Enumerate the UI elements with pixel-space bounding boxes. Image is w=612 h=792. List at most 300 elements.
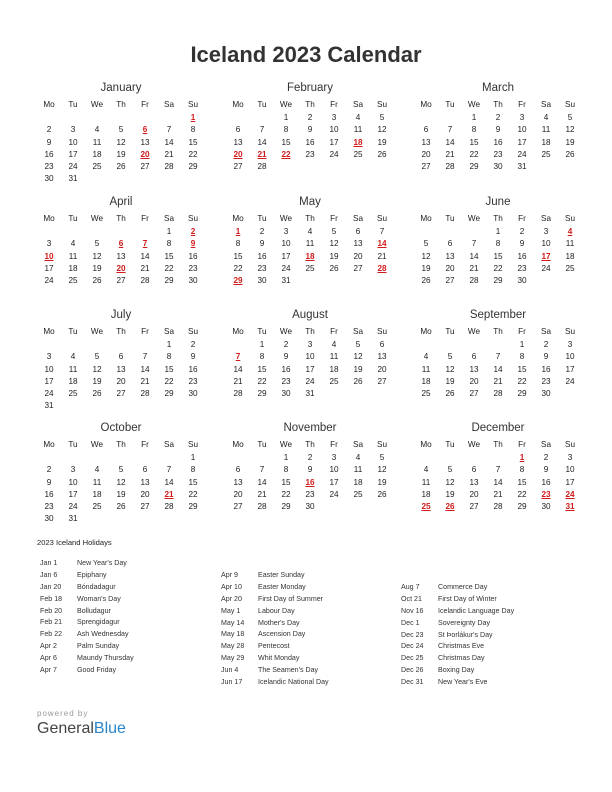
day-cell[interactable]: 12 [445, 364, 455, 374]
day-cell[interactable]: 19 [421, 263, 431, 273]
day-cell[interactable]: 3 [331, 453, 337, 462]
day-cell[interactable]: 14 [140, 251, 150, 261]
day-cell[interactable]: 8 [166, 352, 172, 362]
day-cell[interactable]: 5 [423, 239, 429, 249]
day-cell[interactable]: 14 [493, 477, 503, 487]
day-cell[interactable]: 21 [493, 489, 503, 499]
day-cell[interactable]: 30 [257, 276, 267, 286]
day-cell[interactable]: 2 [519, 227, 525, 236]
day-cell[interactable]: 11 [68, 364, 78, 374]
day-cell[interactable]: 2 [46, 125, 52, 135]
day-cell[interactable]: 2 [543, 340, 549, 349]
day-cell[interactable]: 13 [233, 137, 243, 147]
day-cell[interactable]: 3 [283, 227, 289, 236]
day-cell[interactable]: 20 [421, 149, 431, 159]
day-cell[interactable]: 20 [469, 376, 479, 386]
day-cell[interactable]: 4 [94, 465, 100, 475]
day-cell[interactable]: 26 [565, 149, 575, 159]
day-cell[interactable]: 10 [565, 465, 575, 475]
day-cell[interactable]: 7 [471, 239, 477, 249]
day-cell[interactable]: 7 [259, 465, 265, 475]
day-cell[interactable]: 27 [233, 502, 243, 512]
day-cell[interactable]: 3 [70, 465, 76, 475]
day-cell[interactable]: 25 [541, 149, 551, 159]
day-cell[interactable]: 17 [68, 489, 78, 499]
day-cell[interactable]: 22 [517, 489, 527, 499]
day-cell[interactable]: 24 [44, 389, 54, 399]
day-cell[interactable]: 7 [166, 125, 172, 135]
day-cell[interactable]: 5 [355, 340, 361, 349]
day-cell[interactable]: 7 [495, 352, 501, 362]
day-cell[interactable]: 14 [164, 477, 174, 487]
day-cell[interactable]: 13 [140, 477, 150, 487]
day-cell[interactable]: 21 [493, 376, 503, 386]
day-cell[interactable]: 5 [118, 125, 124, 135]
day-cell[interactable]: 16 [517, 251, 527, 261]
day-cell[interactable]: 11 [68, 251, 78, 261]
day-cell[interactable]: 14 [140, 364, 150, 374]
day-cell[interactable]: 6 [142, 465, 148, 475]
day-cell[interactable]: 7 [447, 125, 453, 135]
day-cell[interactable]: 9 [46, 137, 52, 147]
day-cell[interactable]: 15 [469, 137, 479, 147]
day-cell[interactable]: 15 [257, 364, 267, 374]
day-cell[interactable]: 10 [68, 137, 78, 147]
holiday-day-cell[interactable]: 23 [541, 489, 551, 499]
day-cell[interactable]: 1 [283, 113, 289, 122]
day-cell[interactable]: 14 [257, 477, 267, 487]
day-cell[interactable]: 8 [471, 125, 477, 135]
day-cell[interactable]: 10 [68, 477, 78, 487]
day-cell[interactable]: 29 [517, 502, 527, 512]
day-cell[interactable]: 29 [469, 162, 479, 172]
holiday-day-cell[interactable]: 21 [164, 489, 174, 499]
day-cell[interactable]: 3 [307, 340, 313, 349]
day-cell[interactable]: 29 [164, 389, 174, 399]
day-cell[interactable]: 28 [164, 162, 174, 172]
day-cell[interactable]: 16 [281, 364, 291, 374]
day-cell[interactable]: 1 [259, 340, 265, 349]
day-cell[interactable]: 3 [567, 453, 573, 462]
day-cell[interactable]: 21 [164, 149, 174, 159]
day-cell[interactable]: 16 [541, 477, 551, 487]
day-cell[interactable]: 23 [188, 376, 198, 386]
day-cell[interactable]: 4 [70, 352, 76, 362]
day-cell[interactable]: 15 [493, 251, 503, 261]
day-cell[interactable]: 6 [447, 239, 453, 249]
day-cell[interactable]: 15 [233, 251, 243, 261]
day-cell[interactable]: 24 [281, 263, 291, 273]
day-cell[interactable]: 16 [44, 489, 54, 499]
day-cell[interactable]: 23 [541, 376, 551, 386]
day-cell[interactable]: 5 [118, 465, 124, 475]
day-cell[interactable]: 12 [92, 251, 102, 261]
day-cell[interactable]: 3 [46, 352, 52, 362]
day-cell[interactable]: 29 [493, 276, 503, 286]
day-cell[interactable]: 27 [377, 376, 387, 386]
day-cell[interactable]: 3 [70, 125, 76, 135]
day-cell[interactable]: 26 [445, 389, 455, 399]
day-cell[interactable]: 22 [281, 489, 291, 499]
day-cell[interactable]: 30 [44, 174, 54, 184]
day-cell[interactable]: 12 [329, 239, 339, 249]
day-cell[interactable]: 6 [355, 227, 361, 236]
day-cell[interactable]: 9 [307, 465, 313, 475]
day-cell[interactable]: 15 [517, 477, 527, 487]
day-cell[interactable]: 24 [329, 149, 339, 159]
day-cell[interactable]: 9 [543, 465, 549, 475]
holiday-day-cell[interactable]: 24 [565, 489, 575, 499]
holiday-day-cell[interactable]: 17 [541, 251, 551, 261]
day-cell[interactable]: 19 [116, 149, 126, 159]
day-cell[interactable]: 7 [166, 465, 172, 475]
day-cell[interactable]: 22 [164, 376, 174, 386]
day-cell[interactable]: 28 [140, 276, 150, 286]
day-cell[interactable]: 2 [543, 453, 549, 462]
holiday-day-cell[interactable]: 25 [421, 502, 431, 512]
day-cell[interactable]: 13 [377, 352, 387, 362]
day-cell[interactable]: 4 [423, 352, 429, 362]
day-cell[interactable]: 24 [565, 376, 575, 386]
day-cell[interactable]: 1 [495, 227, 501, 236]
day-cell[interactable]: 11 [565, 239, 575, 249]
day-cell[interactable]: 10 [329, 125, 339, 135]
day-cell[interactable]: 8 [166, 239, 172, 249]
day-cell[interactable]: 15 [164, 364, 174, 374]
day-cell[interactable]: 17 [68, 149, 78, 159]
day-cell[interactable]: 22 [517, 376, 527, 386]
day-cell[interactable]: 2 [283, 340, 289, 349]
day-cell[interactable]: 13 [445, 251, 455, 261]
day-cell[interactable]: 11 [305, 239, 315, 249]
day-cell[interactable]: 7 [379, 227, 385, 236]
day-cell[interactable]: 27 [140, 162, 150, 172]
day-cell[interactable]: 5 [94, 352, 100, 362]
day-cell[interactable]: 23 [44, 502, 54, 512]
day-cell[interactable]: 22 [164, 263, 174, 273]
day-cell[interactable]: 9 [519, 239, 525, 249]
day-cell[interactable]: 24 [541, 263, 551, 273]
day-cell[interactable]: 21 [377, 251, 387, 261]
day-cell[interactable]: 19 [565, 137, 575, 147]
day-cell[interactable]: 17 [565, 477, 575, 487]
day-cell[interactable]: 26 [92, 276, 102, 286]
day-cell[interactable]: 3 [519, 113, 525, 122]
day-cell[interactable]: 1 [471, 113, 477, 122]
day-cell[interactable]: 7 [142, 352, 148, 362]
day-cell[interactable]: 15 [188, 477, 198, 487]
day-cell[interactable]: 10 [305, 352, 315, 362]
day-cell[interactable]: 29 [188, 162, 198, 172]
day-cell[interactable]: 19 [92, 263, 102, 273]
day-cell[interactable]: 29 [164, 276, 174, 286]
day-cell[interactable]: 8 [190, 125, 196, 135]
holiday-day-cell[interactable]: 2 [190, 227, 196, 236]
day-cell[interactable]: 3 [331, 113, 337, 122]
day-cell[interactable]: 25 [353, 149, 363, 159]
day-cell[interactable]: 31 [68, 514, 78, 524]
day-cell[interactable]: 11 [353, 125, 363, 135]
day-cell[interactable]: 25 [329, 376, 339, 386]
day-cell[interactable]: 20 [445, 263, 455, 273]
day-cell[interactable]: 24 [517, 149, 527, 159]
day-cell[interactable]: 4 [94, 125, 100, 135]
day-cell[interactable]: 10 [281, 239, 291, 249]
day-cell[interactable]: 30 [541, 502, 551, 512]
day-cell[interactable]: 24 [44, 276, 54, 286]
day-cell[interactable]: 2 [46, 465, 52, 475]
day-cell[interactable]: 19 [377, 137, 387, 147]
day-cell[interactable]: 1 [283, 453, 289, 462]
holiday-day-cell[interactable]: 1 [235, 227, 241, 236]
day-cell[interactable]: 7 [259, 125, 265, 135]
day-cell[interactable]: 13 [421, 137, 431, 147]
day-cell[interactable]: 9 [283, 352, 289, 362]
day-cell[interactable]: 22 [188, 489, 198, 499]
day-cell[interactable]: 13 [116, 364, 126, 374]
day-cell[interactable]: 28 [140, 389, 150, 399]
day-cell[interactable]: 9 [46, 477, 52, 487]
day-cell[interactable]: 23 [44, 162, 54, 172]
holiday-day-cell[interactable]: 1 [519, 453, 525, 462]
day-cell[interactable]: 18 [565, 251, 575, 261]
day-cell[interactable]: 6 [379, 340, 385, 349]
holiday-day-cell[interactable]: 21 [257, 149, 267, 159]
day-cell[interactable]: 16 [188, 364, 198, 374]
day-cell[interactable]: 26 [116, 162, 126, 172]
day-cell[interactable]: 9 [543, 352, 549, 362]
day-cell[interactable]: 10 [565, 352, 575, 362]
day-cell[interactable]: 17 [281, 251, 291, 261]
day-cell[interactable]: 16 [257, 251, 267, 261]
day-cell[interactable]: 28 [493, 502, 503, 512]
day-cell[interactable]: 19 [445, 376, 455, 386]
day-cell[interactable]: 28 [469, 276, 479, 286]
day-cell[interactable]: 23 [305, 489, 315, 499]
day-cell[interactable]: 25 [565, 263, 575, 273]
day-cell[interactable]: 27 [421, 162, 431, 172]
day-cell[interactable]: 8 [235, 239, 241, 249]
day-cell[interactable]: 8 [519, 465, 525, 475]
day-cell[interactable]: 20 [140, 489, 150, 499]
day-cell[interactable]: 30 [188, 276, 198, 286]
day-cell[interactable]: 5 [331, 227, 337, 236]
day-cell[interactable]: 19 [116, 489, 126, 499]
holiday-day-cell[interactable]: 10 [44, 251, 54, 261]
day-cell[interactable]: 16 [493, 137, 503, 147]
day-cell[interactable]: 26 [377, 149, 387, 159]
holiday-day-cell[interactable]: 18 [353, 137, 363, 147]
day-cell[interactable]: 10 [329, 465, 339, 475]
day-cell[interactable]: 15 [281, 477, 291, 487]
day-cell[interactable]: 30 [517, 276, 527, 286]
day-cell[interactable]: 8 [190, 465, 196, 475]
day-cell[interactable]: 14 [257, 137, 267, 147]
day-cell[interactable]: 10 [541, 239, 551, 249]
day-cell[interactable]: 22 [469, 149, 479, 159]
day-cell[interactable]: 21 [469, 263, 479, 273]
day-cell[interactable]: 31 [517, 162, 527, 172]
day-cell[interactable]: 1 [166, 340, 172, 349]
day-cell[interactable]: 24 [68, 502, 78, 512]
day-cell[interactable]: 17 [517, 137, 527, 147]
day-cell[interactable]: 10 [517, 125, 527, 135]
day-cell[interactable]: 5 [379, 453, 385, 462]
day-cell[interactable]: 25 [421, 389, 431, 399]
holiday-day-cell[interactable]: 20 [233, 149, 243, 159]
day-cell[interactable]: 13 [353, 239, 363, 249]
day-cell[interactable]: 18 [541, 137, 551, 147]
day-cell[interactable]: 28 [257, 162, 267, 172]
holiday-day-cell[interactable]: 14 [377, 239, 387, 249]
day-cell[interactable]: 31 [305, 389, 315, 399]
day-cell[interactable]: 30 [493, 162, 503, 172]
day-cell[interactable]: 5 [379, 113, 385, 122]
day-cell[interactable]: 27 [116, 389, 126, 399]
day-cell[interactable]: 29 [281, 502, 291, 512]
day-cell[interactable]: 13 [469, 477, 479, 487]
holiday-day-cell[interactable]: 7 [235, 352, 241, 362]
day-cell[interactable]: 20 [353, 251, 363, 261]
day-cell[interactable]: 12 [421, 251, 431, 261]
day-cell[interactable]: 18 [329, 364, 339, 374]
day-cell[interactable]: 28 [233, 389, 243, 399]
day-cell[interactable]: 6 [471, 352, 477, 362]
day-cell[interactable]: 28 [493, 389, 503, 399]
day-cell[interactable]: 9 [190, 352, 196, 362]
day-cell[interactable]: 27 [469, 502, 479, 512]
day-cell[interactable]: 27 [353, 263, 363, 273]
day-cell[interactable]: 12 [445, 477, 455, 487]
day-cell[interactable]: 17 [44, 376, 54, 386]
day-cell[interactable]: 17 [44, 263, 54, 273]
day-cell[interactable]: 30 [44, 514, 54, 524]
day-cell[interactable]: 1 [519, 340, 525, 349]
holiday-day-cell[interactable]: 22 [281, 149, 291, 159]
day-cell[interactable]: 22 [493, 263, 503, 273]
day-cell[interactable]: 1 [166, 227, 172, 236]
day-cell[interactable]: 11 [353, 465, 363, 475]
day-cell[interactable]: 18 [353, 477, 363, 487]
day-cell[interactable]: 19 [377, 477, 387, 487]
day-cell[interactable]: 1 [190, 453, 196, 462]
day-cell[interactable]: 12 [377, 125, 387, 135]
day-cell[interactable]: 25 [92, 502, 102, 512]
day-cell[interactable]: 12 [116, 477, 126, 487]
holiday-day-cell[interactable]: 20 [116, 263, 126, 273]
holiday-day-cell[interactable]: 26 [445, 502, 455, 512]
day-cell[interactable]: 29 [257, 389, 267, 399]
day-cell[interactable]: 14 [164, 137, 174, 147]
holiday-day-cell[interactable]: 31 [565, 502, 575, 512]
day-cell[interactable]: 2 [307, 453, 313, 462]
day-cell[interactable]: 6 [471, 465, 477, 475]
day-cell[interactable]: 24 [305, 376, 315, 386]
day-cell[interactable]: 16 [541, 364, 551, 374]
day-cell[interactable]: 31 [281, 276, 291, 286]
holiday-day-cell[interactable]: 4 [567, 227, 573, 236]
day-cell[interactable]: 2 [307, 113, 313, 122]
day-cell[interactable]: 18 [92, 149, 102, 159]
day-cell[interactable]: 6 [235, 465, 241, 475]
day-cell[interactable]: 4 [355, 113, 361, 122]
day-cell[interactable]: 4 [543, 113, 549, 122]
day-cell[interactable]: 11 [541, 125, 551, 135]
day-cell[interactable]: 17 [565, 364, 575, 374]
day-cell[interactable]: 11 [421, 364, 431, 374]
day-cell[interactable]: 2 [190, 340, 196, 349]
day-cell[interactable]: 25 [353, 489, 363, 499]
day-cell[interactable]: 19 [445, 489, 455, 499]
day-cell[interactable]: 13 [116, 251, 126, 261]
day-cell[interactable]: 20 [377, 364, 387, 374]
day-cell[interactable]: 26 [92, 389, 102, 399]
day-cell[interactable]: 27 [233, 162, 243, 172]
day-cell[interactable]: 6 [423, 125, 429, 135]
day-cell[interactable]: 17 [305, 364, 315, 374]
day-cell[interactable]: 30 [541, 389, 551, 399]
day-cell[interactable]: 19 [353, 364, 363, 374]
day-cell[interactable]: 24 [329, 489, 339, 499]
day-cell[interactable]: 14 [445, 137, 455, 147]
day-cell[interactable]: 11 [92, 477, 102, 487]
day-cell[interactable]: 12 [92, 364, 102, 374]
day-cell[interactable]: 23 [281, 376, 291, 386]
day-cell[interactable]: 20 [233, 489, 243, 499]
day-cell[interactable]: 21 [445, 149, 455, 159]
day-cell[interactable]: 20 [116, 376, 126, 386]
day-cell[interactable]: 12 [565, 125, 575, 135]
day-cell[interactable]: 23 [517, 263, 527, 273]
holiday-day-cell[interactable]: 18 [305, 251, 315, 261]
holiday-day-cell[interactable]: 9 [190, 239, 196, 249]
day-cell[interactable]: 8 [519, 352, 525, 362]
day-cell[interactable]: 29 [188, 502, 198, 512]
day-cell[interactable]: 10 [44, 364, 54, 374]
day-cell[interactable]: 25 [305, 263, 315, 273]
holiday-day-cell[interactable]: 1 [190, 113, 196, 122]
day-cell[interactable]: 17 [329, 137, 339, 147]
day-cell[interactable]: 22 [257, 376, 267, 386]
day-cell[interactable]: 4 [331, 340, 337, 349]
day-cell[interactable]: 30 [305, 502, 315, 512]
day-cell[interactable]: 22 [233, 263, 243, 273]
day-cell[interactable]: 12 [377, 465, 387, 475]
day-cell[interactable]: 8 [259, 352, 265, 362]
day-cell[interactable]: 7 [495, 465, 501, 475]
day-cell[interactable]: 21 [257, 489, 267, 499]
day-cell[interactable]: 14 [493, 364, 503, 374]
day-cell[interactable]: 18 [421, 376, 431, 386]
day-cell[interactable]: 4 [307, 227, 313, 236]
day-cell[interactable]: 18 [92, 489, 102, 499]
day-cell[interactable]: 23 [493, 149, 503, 159]
day-cell[interactable]: 21 [140, 376, 150, 386]
day-cell[interactable]: 11 [421, 477, 431, 487]
day-cell[interactable]: 9 [307, 125, 313, 135]
day-cell[interactable]: 26 [353, 376, 363, 386]
day-cell[interactable]: 5 [94, 239, 100, 249]
day-cell[interactable]: 19 [92, 376, 102, 386]
day-cell[interactable]: 28 [164, 502, 174, 512]
day-cell[interactable]: 15 [164, 251, 174, 261]
day-cell[interactable]: 18 [421, 489, 431, 499]
day-cell[interactable]: 13 [140, 137, 150, 147]
day-cell[interactable]: 25 [68, 276, 78, 286]
holiday-day-cell[interactable]: 7 [142, 239, 148, 249]
day-cell[interactable]: 3 [543, 227, 549, 236]
day-cell[interactable]: 12 [116, 137, 126, 147]
